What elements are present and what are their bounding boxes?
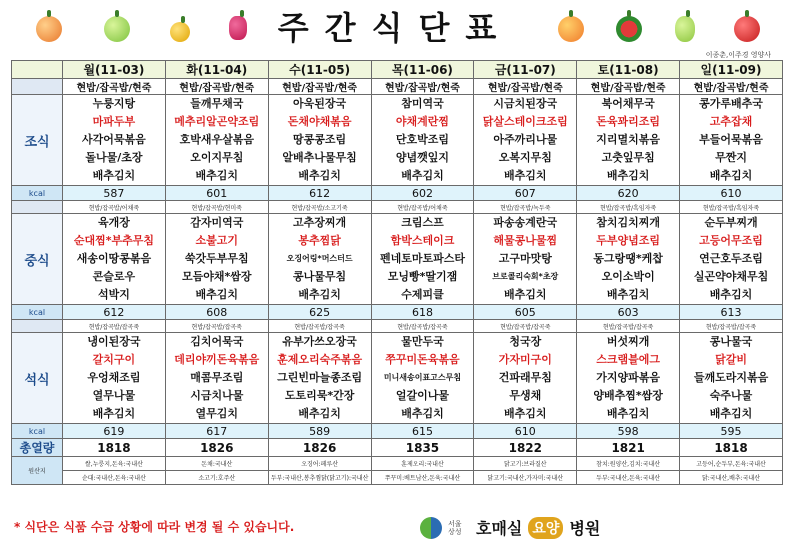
dinner-day-cell bbox=[474, 333, 577, 424]
menu-item: 오복지무침 bbox=[498, 151, 552, 164]
breakfast-rice-option: 현밥/잡곡밥/어채죽 bbox=[63, 201, 166, 214]
menu-item: 스크램블에그 bbox=[596, 353, 661, 366]
lunch-kcal: 625 bbox=[268, 305, 371, 320]
hospital-badge: 요양 bbox=[528, 517, 563, 539]
menu-item: 배추김치 bbox=[298, 407, 341, 420]
menu-item: 누룽지탕 bbox=[92, 97, 136, 110]
origin-cell: 훈제오리:국내산 bbox=[371, 457, 474, 471]
hospital-prefix: 서울 상성 bbox=[448, 519, 462, 536]
menu-item: 콩나물국 bbox=[709, 335, 753, 348]
lunch-day-cell bbox=[63, 214, 166, 305]
mango-icon bbox=[558, 16, 584, 42]
menu-item: 닭갈비 bbox=[715, 353, 747, 366]
menu-item: 가자미구이 bbox=[498, 353, 552, 366]
origin-cell: 쭈꾸미:베트남산,돈육:국내산 bbox=[371, 471, 474, 485]
menu-item: 북어채무국 bbox=[601, 97, 655, 110]
lunch-rice-option: 현밥/잡곡밥/잡곡죽 bbox=[63, 320, 166, 333]
breakfast-kcal: 610 bbox=[680, 186, 783, 201]
menu-item: 봉추찜닭 bbox=[298, 234, 341, 247]
breakfast-day-cell bbox=[680, 95, 783, 186]
origin-cell: 닭고기:브라질산 bbox=[474, 457, 577, 471]
dinner-kcal: 619 bbox=[63, 424, 166, 439]
breakfast-day-cell bbox=[474, 95, 577, 186]
origin-cell: 고등어,순두부,돈육:국내산 bbox=[680, 457, 783, 471]
breakfast-day-cell bbox=[268, 95, 371, 186]
menu-item: 무짠지 bbox=[715, 151, 747, 164]
lunch-rice-option: 현밥/잡곡밥/잡곡죽 bbox=[577, 320, 680, 333]
lunch-rice-option: 현밥/잡곡밥/잡곡죽 bbox=[371, 320, 474, 333]
day-header: 수(11-05) bbox=[268, 61, 371, 79]
menu-item: 시금치된장국 bbox=[493, 97, 558, 110]
origin-cell: 두부:국내산,봉추찜닭(닭고기):국내산 bbox=[268, 471, 371, 485]
menu-item: 부들어묵볶음 bbox=[699, 133, 763, 146]
menu-item: 시금치나물 bbox=[190, 389, 244, 402]
breakfast-rice-option: 현밥/잡곡밥/흑임자죽 bbox=[680, 201, 783, 214]
day-header: 금(11-07) bbox=[474, 61, 577, 79]
dinner-day-cell bbox=[268, 333, 371, 424]
menu-item: 미니새송이표고스무침 bbox=[383, 373, 462, 382]
menu-item: 배추김치 bbox=[195, 288, 239, 301]
sub-corner bbox=[12, 79, 63, 95]
origin-cell: 소고기:호주산 bbox=[165, 471, 268, 485]
menu-item: 돈육꽈리조림 bbox=[596, 115, 661, 128]
menu-item: 매콤무조림 bbox=[190, 371, 244, 384]
menu-item: 연근호두조림 bbox=[699, 252, 763, 265]
breakfast-kcal: 620 bbox=[577, 186, 680, 201]
breakfast-day-cell bbox=[63, 95, 166, 186]
menu-item: 순대찜*부추무침 bbox=[73, 234, 154, 247]
dinner-kcal: 617 bbox=[165, 424, 268, 439]
lunch-kcal: 612 bbox=[63, 305, 166, 320]
menu-item: 콩나물무침 bbox=[293, 270, 347, 283]
menu-item: 들깨도라지볶음 bbox=[693, 371, 769, 384]
menu-item: 열무나물 bbox=[92, 389, 136, 402]
menu-item: 함박스테이크 bbox=[390, 234, 455, 247]
menu-item: 배추김치 bbox=[401, 169, 444, 182]
menu-item: 훈제오리숙주볶음 bbox=[277, 353, 363, 366]
menu-item: 배추김치 bbox=[195, 169, 239, 182]
breakfast-kcal: 602 bbox=[371, 186, 474, 201]
menu-item: 크림스프 bbox=[401, 216, 444, 229]
hospital-logo bbox=[420, 516, 600, 539]
breakfast-rice-option: 현밥/잡곡밥/어채죽 bbox=[371, 201, 474, 214]
lunch-kcal: 618 bbox=[371, 305, 474, 320]
menu-item: 석박지 bbox=[97, 288, 130, 301]
kcal-label: kcal bbox=[12, 424, 63, 439]
menu-item: 고구마맛탕 bbox=[498, 252, 552, 265]
menu-item: 배추김치 bbox=[504, 407, 547, 420]
dinner-day-cell bbox=[165, 333, 268, 424]
total-kcal: 1826 bbox=[268, 439, 371, 457]
peach-icon bbox=[36, 16, 62, 42]
cherry-icon bbox=[170, 22, 190, 42]
menu-item: 청국장 bbox=[509, 335, 542, 348]
menu-item: 김치어묵국 bbox=[190, 335, 244, 348]
menu-item: 배추김치 bbox=[709, 407, 753, 420]
notice-text: * 식단은 식품 수급 상황에 따라 변경 될 수 있습니다. bbox=[14, 520, 295, 534]
menu-item: 배추김치 bbox=[504, 169, 547, 182]
menu-item: 마파두부 bbox=[92, 115, 136, 128]
lunch-kcal: 605 bbox=[474, 305, 577, 320]
total-kcal: 1822 bbox=[474, 439, 577, 457]
lunch-rice-option: 현밥/잡곡밥/잡곡죽 bbox=[474, 320, 577, 333]
lunch-day-cell bbox=[268, 214, 371, 305]
menu-item: 들깨무채국 bbox=[190, 97, 244, 110]
menu-item: 순두부찌개 bbox=[704, 216, 758, 229]
menu-item: 돌나물/초장 bbox=[85, 151, 143, 164]
lunch-kcal: 608 bbox=[165, 305, 268, 320]
red-apple-icon bbox=[734, 16, 760, 42]
menu-item: 알배추나물무침 bbox=[282, 151, 357, 164]
hospital-name: 호매실 bbox=[476, 519, 523, 538]
menu-item: 야채계란찜 bbox=[395, 115, 450, 128]
dinner-day-cell bbox=[63, 333, 166, 424]
menu-item: 오이소박이 bbox=[601, 270, 655, 283]
menu-item: 배추김치 bbox=[504, 288, 547, 301]
rice-option-label: 현밥/잡곡밥/현죽 bbox=[371, 79, 474, 95]
grape-icon bbox=[675, 16, 695, 42]
origin-cell: 닭고기:국내산,가자미:국내산 bbox=[474, 471, 577, 485]
dinner-kcal: 589 bbox=[268, 424, 371, 439]
page-title: 주간식단표 bbox=[277, 9, 513, 47]
menu-item: 배추김치 bbox=[606, 407, 650, 420]
menu-item: 배추김치 bbox=[298, 288, 341, 301]
menu-item: 참미역국 bbox=[401, 97, 444, 110]
menu-item: 배추김치 bbox=[401, 407, 444, 420]
origin-spacer bbox=[12, 201, 63, 214]
day-header: 토(11-08) bbox=[577, 61, 680, 79]
dinner-kcal: 610 bbox=[474, 424, 577, 439]
breakfast-kcal: 587 bbox=[63, 186, 166, 201]
menu-item: 우엉채조림 bbox=[87, 371, 141, 384]
menu-item: 데리야끼돈육볶음 bbox=[174, 353, 260, 366]
total-kcal: 1818 bbox=[63, 439, 166, 457]
rice-option-label: 현밥/잡곡밥/현죽 bbox=[63, 79, 166, 95]
total-kcal: 1826 bbox=[165, 439, 268, 457]
menu-item: 해물콩나물찜 bbox=[493, 234, 558, 247]
dinner-day-cell bbox=[371, 333, 474, 424]
menu-item: 펜네토마토파스타 bbox=[379, 252, 465, 265]
menu-item: 오징어링*머스터드 bbox=[286, 254, 353, 263]
day-header: 일(11-09) bbox=[680, 61, 783, 79]
dinner-day-cell bbox=[680, 333, 783, 424]
menu-item: 건파래무침 bbox=[498, 371, 552, 384]
rice-option-label: 현밥/잡곡밥/현죽 bbox=[474, 79, 577, 95]
menu-item: 땅콩콩조림 bbox=[293, 133, 347, 146]
menu-item: 사각어묵볶음 bbox=[82, 133, 146, 146]
menu-item: 파송송계란국 bbox=[493, 216, 558, 229]
total-label: 총열량 bbox=[12, 439, 63, 457]
origin-cell: 참치:원양산,김치:국내산 bbox=[577, 457, 680, 471]
menu-item: 물만두국 bbox=[401, 335, 444, 348]
breakfast-day-cell bbox=[165, 95, 268, 186]
kcal-label: kcal bbox=[12, 305, 63, 320]
total-kcal: 1835 bbox=[371, 439, 474, 457]
menu-item: 오이지무침 bbox=[190, 151, 244, 164]
breakfast-rice-option: 현밥/잡곡밥/흑임자죽 bbox=[577, 201, 680, 214]
origin-cell: 돈채:국내산 bbox=[165, 457, 268, 471]
origin-label: 원산지 bbox=[12, 457, 63, 485]
table-corner bbox=[12, 61, 63, 79]
apple-icon bbox=[104, 16, 130, 42]
lunch-kcal: 603 bbox=[577, 305, 680, 320]
menu-item: 배추김치 bbox=[92, 407, 136, 420]
lunch-day-cell bbox=[165, 214, 268, 305]
menu-item: 그린빈마늘종조림 bbox=[277, 371, 363, 384]
menu-item: 새송이땅콩볶음 bbox=[76, 252, 152, 265]
lunch-day-cell bbox=[474, 214, 577, 305]
menu-item: 갈치구이 bbox=[92, 353, 136, 366]
menu-item: 단호박조림 bbox=[395, 133, 450, 146]
menu-item: 무생채 bbox=[509, 389, 542, 402]
menu-item: 쭈꾸미돈육볶음 bbox=[385, 353, 460, 366]
lunch-rice-option: 현밥/잡곡밥/잡곡죽 bbox=[680, 320, 783, 333]
total-kcal: 1821 bbox=[577, 439, 680, 457]
menu-item: 배추김치 bbox=[709, 169, 753, 182]
hospital-logo-icon bbox=[420, 517, 442, 539]
day-header: 목(11-06) bbox=[371, 61, 474, 79]
menu-item: 고추장찌개 bbox=[293, 216, 347, 229]
hospital-suffix: 병원 bbox=[569, 519, 601, 538]
menu-item: 고등어무조림 bbox=[699, 234, 763, 247]
menu-item: 소불고기 bbox=[195, 234, 239, 247]
rice-option-label: 현밥/잡곡밥/현죽 bbox=[165, 79, 268, 95]
menu-item: 모듬야채*쌈장 bbox=[182, 270, 252, 283]
watermelon-icon bbox=[616, 16, 642, 42]
menu-item: 유부가쓰오장국 bbox=[282, 335, 357, 348]
dinner-kcal: 615 bbox=[371, 424, 474, 439]
lunch-label: 중식 bbox=[12, 214, 63, 305]
day-header: 월(11-03) bbox=[63, 61, 166, 79]
menu-item: 지리멸치볶음 bbox=[596, 133, 661, 146]
menu-item: 배추김치 bbox=[92, 169, 136, 182]
lunch-day-cell bbox=[680, 214, 783, 305]
dietitian-credit: 이종춘,이주경 영양사 bbox=[705, 51, 771, 59]
breakfast-kcal: 607 bbox=[474, 186, 577, 201]
menu-item: 쑥갓두부무침 bbox=[184, 252, 249, 265]
menu-item: 동그랑땡*케찹 bbox=[593, 252, 663, 265]
menu-item: 도토리묵*간장 bbox=[284, 389, 355, 402]
breakfast-rice-option: 현밥/잡곡밥/녹두죽 bbox=[474, 201, 577, 214]
menu-item: 참치김치찌개 bbox=[596, 216, 661, 229]
menu-item: 배추김치 bbox=[606, 288, 650, 301]
breakfast-kcal: 612 bbox=[268, 186, 371, 201]
breakfast-rice-option: 현밥/잡곡밥/현미죽 bbox=[165, 201, 268, 214]
menu-item: 양배추찜*쌈장 bbox=[593, 389, 663, 402]
menu-item: 얼갈이나물 bbox=[395, 389, 450, 402]
menu-item: 아욱된장국 bbox=[293, 97, 347, 110]
origin-cell: 쌀,누룽지,돈육:국내산 bbox=[63, 457, 166, 471]
rice-option-label: 현밥/잡곡밥/현죽 bbox=[680, 79, 783, 95]
lunch-day-cell bbox=[577, 214, 680, 305]
breakfast-day-cell bbox=[371, 95, 474, 186]
dinner-kcal: 598 bbox=[577, 424, 680, 439]
menu-item: 호박새우살볶음 bbox=[179, 133, 254, 146]
breakfast-rice-option: 현밥/잡곡밥/소고기죽 bbox=[268, 201, 371, 214]
menu-item: 열무김치 bbox=[195, 407, 239, 420]
menu-item: 아주까리나물 bbox=[493, 133, 558, 146]
lunch-day-cell bbox=[371, 214, 474, 305]
breakfast-label: 조식 bbox=[12, 95, 63, 186]
menu-item: 콩가루배추국 bbox=[699, 97, 763, 110]
menu-item: 가지양파볶음 bbox=[596, 371, 661, 384]
dinner-label: 석식 bbox=[12, 333, 63, 424]
menu-item: 브로콜리숙회*초장 bbox=[492, 272, 559, 281]
dinner-day-cell bbox=[577, 333, 680, 424]
menu-item: 수제피클 bbox=[401, 288, 444, 301]
menu-item: 배추김치 bbox=[298, 169, 341, 182]
origin-cell: 오징어:페루산 bbox=[268, 457, 371, 471]
menu-item: 두부양념조림 bbox=[596, 234, 661, 247]
weekly-menu-table bbox=[11, 60, 783, 485]
menu-item: 고추잡채 bbox=[709, 115, 753, 128]
breakfast-kcal: 601 bbox=[165, 186, 268, 201]
menu-item: 메추리알곤약조림 bbox=[174, 115, 260, 128]
menu-item: 양념깻잎지 bbox=[395, 151, 450, 164]
origin-spacer bbox=[12, 320, 63, 333]
menu-item: 고춧잎무침 bbox=[601, 151, 655, 164]
rice-option-label: 현밥/잡곡밥/현죽 bbox=[268, 79, 371, 95]
menu-item: 모닝빵*딸기잼 bbox=[387, 270, 458, 283]
dinner-kcal: 595 bbox=[680, 424, 783, 439]
rice-option-label: 현밥/잡곡밥/현죽 bbox=[577, 79, 680, 95]
menu-item: 냉이된장국 bbox=[87, 335, 141, 348]
day-header: 화(11-04) bbox=[165, 61, 268, 79]
origin-cell: 닭:국내산,배추:국내산 bbox=[680, 471, 783, 485]
menu-item: 닭살스테이크조림 bbox=[482, 115, 568, 128]
lunch-kcal: 613 bbox=[680, 305, 783, 320]
kcal-label: kcal bbox=[12, 186, 63, 201]
menu-item: 돈채야채볶음 bbox=[287, 115, 352, 128]
menu-item: 감자미역국 bbox=[190, 216, 244, 229]
menu-item: 배추김치 bbox=[709, 288, 753, 301]
origin-cell: 순대:국내산,돈육:국내산 bbox=[63, 471, 166, 485]
menu-item: 육개장 bbox=[97, 216, 130, 229]
menu-item: 버섯찌개 bbox=[606, 335, 650, 348]
menu-item: 숙주나물 bbox=[709, 389, 753, 402]
origin-cell: 두부:국내산,돈육:국내산 bbox=[577, 471, 680, 485]
menu-item: 실곤약야채무침 bbox=[693, 270, 769, 283]
menu-item: 콘슬로우 bbox=[92, 270, 136, 283]
menu-item: 배추김치 bbox=[606, 169, 650, 182]
lunch-rice-option: 현밥/잡곡밥/잡곡죽 bbox=[268, 320, 371, 333]
lunch-rice-option: 현밥/잡곡밥/잡곡죽 bbox=[165, 320, 268, 333]
total-kcal: 1818 bbox=[680, 439, 783, 457]
breakfast-day-cell bbox=[577, 95, 680, 186]
